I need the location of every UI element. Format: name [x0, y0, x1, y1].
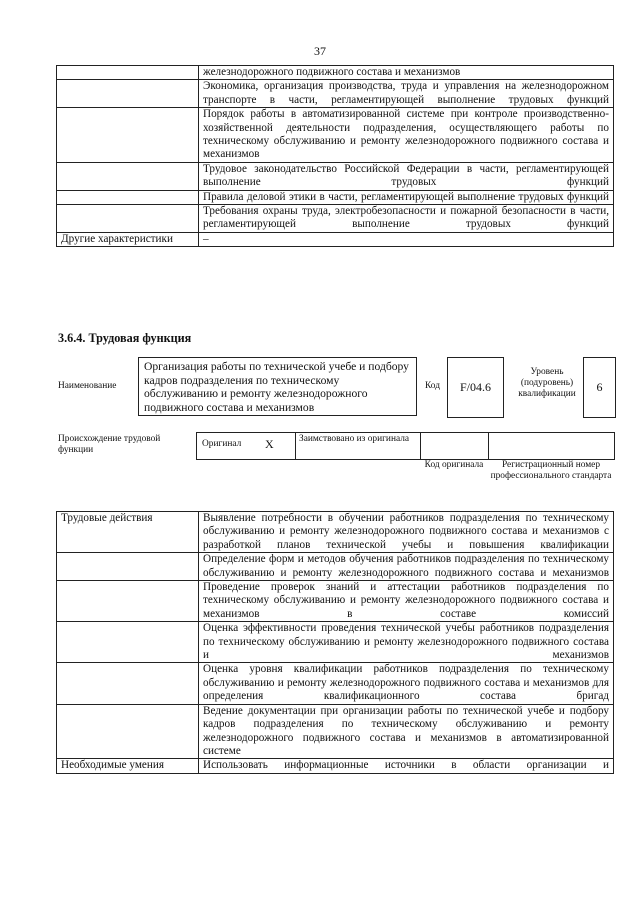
table-row — [57, 66, 614, 80]
name-label: Наименование — [58, 381, 117, 391]
row-text: Выявление потребности в обучении работников подразделения по техническому обслуживанию и ремонту железнодорожного подвижного состава и механизмов с разработкой планов технической учебы и повышения квалификации — [199, 512, 614, 553]
row-label — [57, 80, 199, 108]
row-text: Ведение документации при организации работы по технической учебе и подбору кадров подразделения по техническому обслуживанию и ремонту железнодорожного подвижного состава и механизмов в автоматизированной системе — [199, 704, 614, 759]
row-text: Порядок работы в автоматизированной системе при контроле производственно-хозяйственной деятельности подразделения, осуществляющего работы по техническому обслуживанию и ремонту железнодорожного подвижного состава и механизмов — [199, 108, 614, 163]
row-text: Требования охраны труда, электробезопасности и пожарной безопасности в части, регламентирующей выполнение трудовых функций — [199, 205, 614, 233]
knowledge-table — [56, 65, 614, 247]
row-label — [57, 66, 199, 80]
reg-number-caption: Регистрационный номер профессионального стандарта — [490, 460, 612, 481]
origin-divider — [295, 432, 296, 459]
code-value: F/04.6 — [447, 357, 504, 418]
origin-label: Происхождение трудовой функции — [58, 434, 161, 455]
row-label — [57, 205, 199, 233]
row-label — [57, 704, 199, 759]
row-text: Оценка эффективности проведения технической учебы работников подразделения по техническому обслуживанию и ремонту железнодорожного подвижного состава и механизмов — [199, 622, 614, 663]
orig-code-caption: Код оригинала — [424, 460, 484, 470]
row-label: Трудовые действия — [57, 512, 199, 553]
table-row — [57, 581, 614, 622]
row-label — [57, 190, 199, 204]
table-row — [57, 162, 614, 190]
work-actions-table — [56, 511, 614, 774]
original-label: Оригинал — [202, 439, 242, 449]
row-label — [57, 108, 199, 163]
row-text: Экономика, организация производства, труда и управления на железнодорожном транспорте в части, регламентирующей выполнение трудовых функций — [199, 80, 614, 108]
row-text: Проведение проверок знаний и аттестации работников подразделения по техническому обслуживанию и ремонту железнодорожного подвижного состава и механизмов в составе комиссий — [199, 581, 614, 622]
table-row — [57, 190, 614, 204]
row-text: Определение форм и методов обучения работников подразделения по техническому обслуживанию и ремонту железнодорожного подвижного состава и механизмов — [199, 553, 614, 581]
row-label — [57, 162, 199, 190]
page-number: 37 — [314, 44, 326, 58]
row-label — [57, 663, 199, 704]
row-label — [57, 581, 199, 622]
level-label: Уровень (подуровень) квалификации — [518, 367, 576, 399]
row-text: – — [199, 232, 614, 246]
table-row — [57, 704, 614, 759]
row-label: Необходимые умения — [57, 759, 199, 773]
row-text: Трудовое законодательство Российской Федерации в части, регламентирующей выполнение трудовых функций — [199, 162, 614, 190]
table-row — [57, 622, 614, 663]
function-name: Организация работы по технической учебе и подбору кадров подразделения по техническому обслуживанию и ремонту железнодорожного подвижного состава и механизмов — [144, 360, 409, 414]
row-label: Другие характеристики — [57, 232, 199, 246]
row-label — [57, 622, 199, 663]
code-label: Код — [425, 381, 440, 391]
borrowed-label: Заимствовано из оригинала — [299, 434, 410, 444]
level-value: 6 — [583, 357, 616, 418]
row-text: железнодорожного подвижного состава и механизмов — [199, 66, 614, 80]
row-text: Использовать информационные источники в области организации и — [199, 759, 614, 773]
original-mark: X — [265, 437, 274, 451]
row-text: Правила деловой этики в части, регламентирующей выполнение трудовых функций — [199, 190, 614, 204]
row-label — [57, 553, 199, 581]
table-row — [57, 759, 614, 773]
table-row — [57, 80, 614, 108]
table-row — [57, 232, 614, 246]
function-name-box — [138, 357, 417, 416]
section-title: 3.6.4. Трудовая функция — [58, 331, 192, 345]
table-row — [57, 108, 614, 163]
row-text: Оценка уровня квалификации работников подразделения по техническому обслуживанию и ремонту железнодорожного подвижного состава и механизмов для определения квалификационного состава бригад — [199, 663, 614, 704]
table-row — [57, 205, 614, 233]
table-row — [57, 663, 614, 704]
table-row — [57, 512, 614, 553]
origin-box-right — [419, 432, 615, 460]
table-row — [57, 553, 614, 581]
